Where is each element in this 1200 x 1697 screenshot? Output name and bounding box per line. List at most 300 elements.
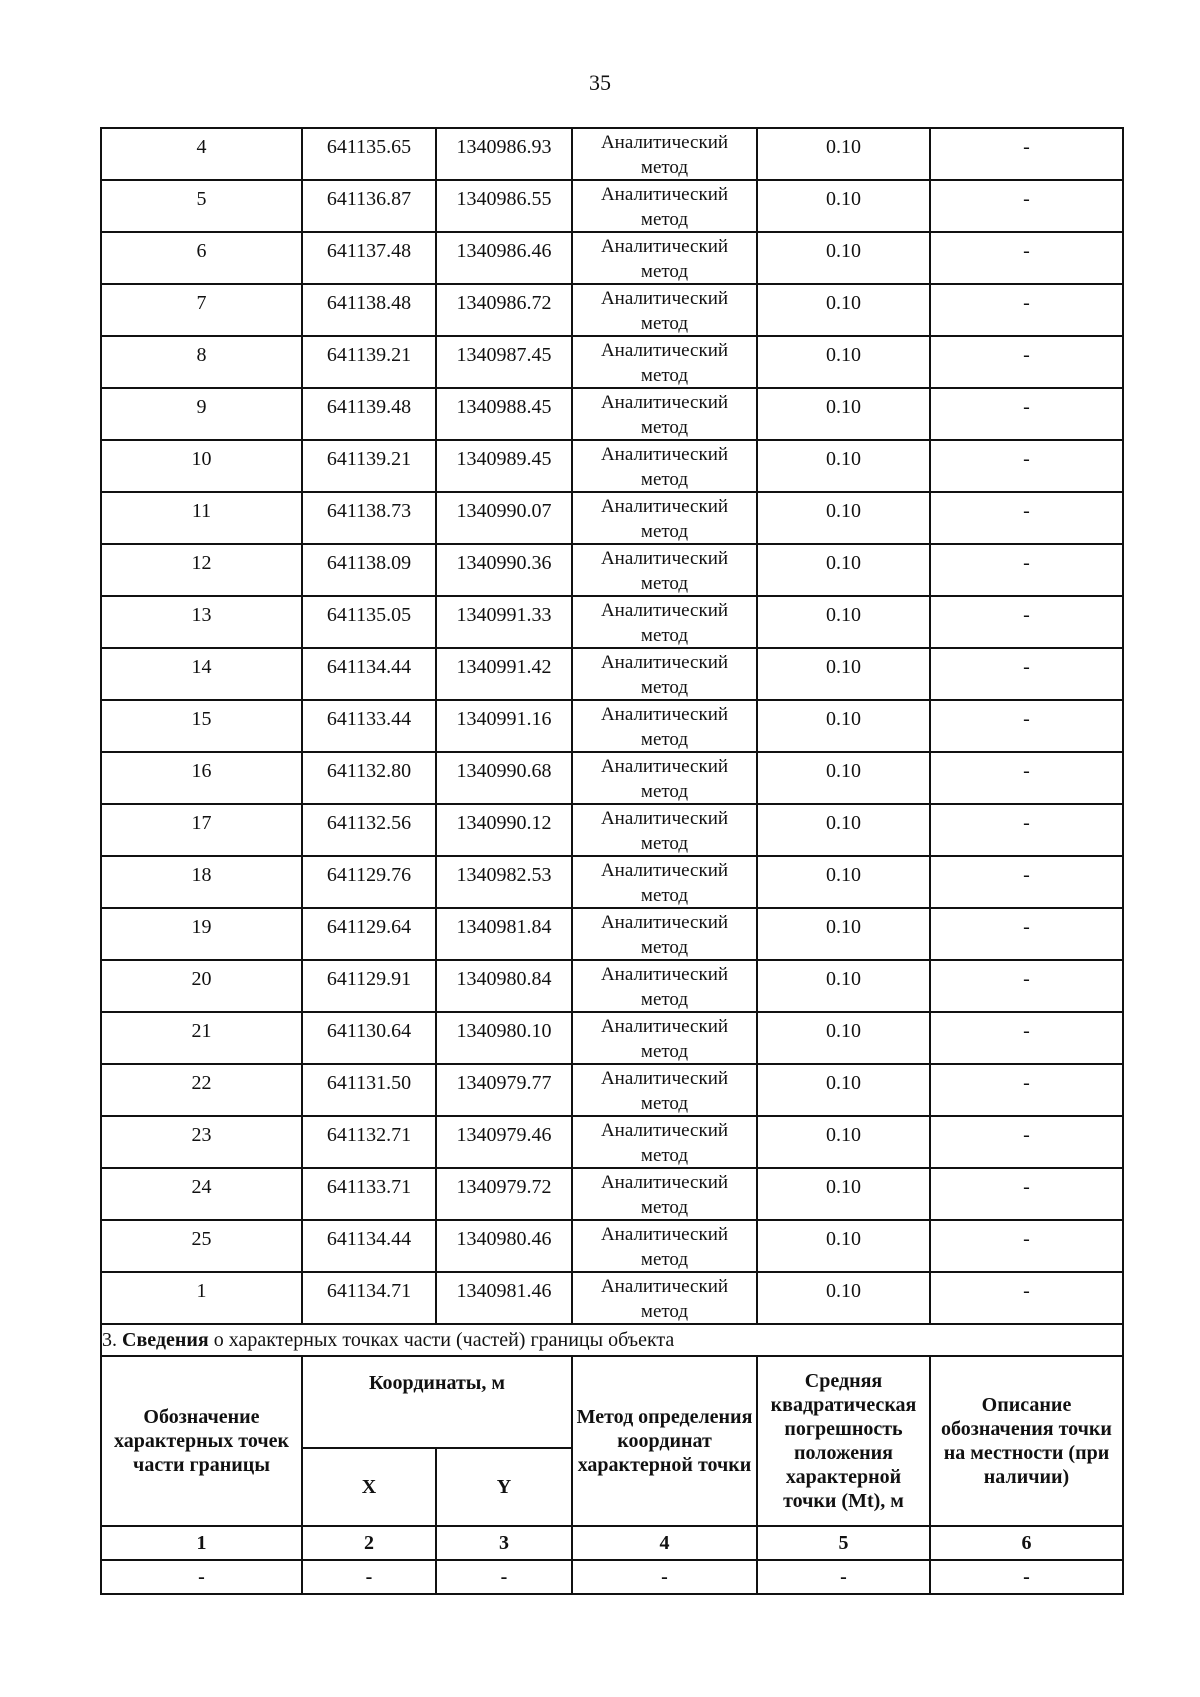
point-number-cell — [101, 232, 302, 284]
table-row — [101, 648, 1123, 700]
method-cell — [572, 180, 757, 232]
point-number-cell-text: 5 — [196, 188, 207, 210]
y-coordinate-cell-text: 1340986.72 — [456, 292, 552, 314]
point-number-cell — [101, 1220, 302, 1272]
y-coordinate-cell-text: 1340979.77 — [456, 1072, 552, 1094]
point-number-cell-text: 1 — [196, 1280, 207, 1302]
point-number-cell — [101, 128, 302, 180]
method-cell-text: Аналитический — [600, 600, 729, 621]
description-cell — [930, 284, 1123, 336]
point-number-cell — [101, 648, 302, 700]
y-coordinate-cell — [436, 284, 572, 336]
y-coordinate-cell-text: 1340991.33 — [456, 604, 552, 626]
column-numbers-row — [101, 1526, 1123, 1560]
method-cell-text: метод — [640, 417, 689, 438]
description-cell — [930, 232, 1123, 284]
method-cell — [572, 752, 757, 804]
y-coordinate-cell — [436, 700, 572, 752]
description-cell — [930, 492, 1123, 544]
x-coordinate-cell — [302, 804, 436, 856]
method-cell-text: Аналитический — [600, 548, 729, 569]
mean-error-cell-text: 0.10 — [826, 760, 861, 782]
y-coordinate-cell-text: 1340980.46 — [456, 1228, 552, 1250]
mean-error-cell — [757, 128, 930, 180]
description-cell-text: - — [1023, 552, 1030, 574]
mean-error-cell-text: 0.10 — [826, 1020, 861, 1042]
empty-cell: - — [101, 1560, 302, 1594]
header-y: Y — [436, 1448, 572, 1526]
section-3-block — [101, 1324, 1123, 1594]
description-cell-text: - — [1023, 760, 1030, 782]
method-cell-text: метод — [640, 937, 689, 958]
method-cell-text: Аналитический — [600, 496, 729, 517]
description-cell-text: - — [1023, 1280, 1030, 1302]
table-row — [101, 908, 1123, 960]
method-cell-text: метод — [640, 1093, 689, 1114]
y-coordinate-cell — [436, 1272, 572, 1324]
y-coordinate-cell-text: 1340979.72 — [456, 1176, 552, 1198]
description-cell-text: - — [1023, 1124, 1030, 1146]
point-number-cell — [101, 804, 302, 856]
mean-error-cell — [757, 336, 930, 388]
method-cell-text: Аналитический — [600, 340, 729, 361]
description-cell-text: - — [1023, 812, 1030, 834]
header-x: X — [302, 1448, 436, 1526]
point-number-cell-text: 24 — [191, 1176, 212, 1198]
table-row — [101, 1272, 1123, 1324]
section-3-title-bold: Сведения — [122, 1328, 209, 1351]
x-coordinate-cell — [302, 1220, 436, 1272]
y-coordinate-cell — [436, 960, 572, 1012]
method-cell — [572, 960, 757, 1012]
description-cell-text: - — [1023, 1176, 1030, 1198]
mean-error-cell-text: 0.10 — [826, 136, 861, 158]
mean-error-cell-text: 0.10 — [826, 1176, 861, 1198]
mean-error-cell — [757, 388, 930, 440]
point-number-cell — [101, 700, 302, 752]
x-coordinate-cell — [302, 1168, 436, 1220]
mean-error-cell-text: 0.10 — [826, 812, 861, 834]
y-coordinate-cell — [436, 1064, 572, 1116]
table-row — [101, 128, 1123, 180]
y-coordinate-cell-text: 1340991.16 — [456, 708, 552, 730]
point-number-cell — [101, 908, 302, 960]
method-cell-text: Аналитический — [600, 288, 729, 309]
y-coordinate-cell-text: 1340990.36 — [456, 552, 552, 574]
table-row — [101, 1012, 1123, 1064]
method-cell-text: Аналитический — [600, 860, 729, 881]
description-cell-text: - — [1023, 292, 1030, 314]
y-coordinate-cell — [436, 440, 572, 492]
y-coordinate-cell-text: 1340980.10 — [456, 1020, 552, 1042]
empty-data-row — [101, 1560, 1123, 1594]
mean-error-cell — [757, 856, 930, 908]
x-coordinate-cell — [302, 440, 436, 492]
mean-error-cell — [757, 1012, 930, 1064]
description-cell — [930, 856, 1123, 908]
method-cell — [572, 596, 757, 648]
mean-error-cell — [757, 1220, 930, 1272]
y-coordinate-cell-text: 1340990.07 — [456, 500, 552, 522]
empty-cell: - — [572, 1560, 757, 1594]
description-cell — [930, 1272, 1123, 1324]
description-cell-text: - — [1023, 344, 1030, 366]
x-coordinate-cell-text: 641132.56 — [326, 812, 412, 834]
x-coordinate-cell — [302, 180, 436, 232]
section-3-title — [101, 1324, 1123, 1356]
y-coordinate-cell — [436, 648, 572, 700]
table-row — [101, 1168, 1123, 1220]
y-coordinate-cell-text: 1340979.46 — [456, 1124, 552, 1146]
description-cell — [930, 752, 1123, 804]
description-cell-text: - — [1023, 1072, 1030, 1094]
x-coordinate-cell — [302, 232, 436, 284]
mean-error-cell-text: 0.10 — [826, 1072, 861, 1094]
y-coordinate-cell-text: 1340980.84 — [456, 968, 552, 990]
description-cell-text: - — [1023, 708, 1030, 730]
mean-error-cell-text: 0.10 — [826, 552, 861, 574]
y-coordinate-cell-text: 1340989.45 — [456, 448, 552, 470]
method-cell — [572, 492, 757, 544]
point-number-cell — [101, 440, 302, 492]
empty-cell: - — [436, 1560, 572, 1594]
table-row — [101, 960, 1123, 1012]
table-row — [101, 284, 1123, 336]
description-cell-text: - — [1023, 448, 1030, 470]
description-cell-text: - — [1023, 968, 1030, 990]
method-cell — [572, 1220, 757, 1272]
table-row — [101, 180, 1123, 232]
method-cell — [572, 648, 757, 700]
x-coordinate-cell — [302, 1116, 436, 1168]
coordinates-table-body — [101, 128, 1123, 1324]
y-coordinate-cell — [436, 336, 572, 388]
method-cell-text: Аналитический — [600, 1172, 729, 1193]
description-cell — [930, 1220, 1123, 1272]
header-mean-error: Средняя квадратическая погрешность положения характерной точки (Mt), м — [757, 1356, 930, 1526]
mean-error-cell-text: 0.10 — [826, 448, 861, 470]
x-coordinate-cell-text: 641139.21 — [326, 344, 412, 366]
x-coordinate-cell — [302, 700, 436, 752]
table-row — [101, 596, 1123, 648]
point-number-cell — [101, 752, 302, 804]
x-coordinate-cell-text: 641135.05 — [326, 604, 412, 626]
method-cell-text: Аналитический — [600, 444, 729, 465]
description-cell-text: - — [1023, 500, 1030, 522]
description-cell — [930, 1064, 1123, 1116]
table-row — [101, 752, 1123, 804]
y-coordinate-cell — [436, 1220, 572, 1272]
method-cell-text: Аналитический — [600, 704, 729, 725]
point-number-cell-text: 20 — [191, 968, 212, 990]
method-cell-text: Аналитический — [600, 756, 729, 777]
method-cell — [572, 388, 757, 440]
x-coordinate-cell-text: 641134.71 — [326, 1280, 412, 1302]
point-number-cell-text: 7 — [196, 292, 207, 314]
point-number-cell-text: 18 — [191, 864, 212, 886]
method-cell-text: метод — [640, 1249, 689, 1270]
mean-error-cell-text: 0.10 — [826, 1228, 861, 1250]
y-coordinate-cell-text: 1340982.53 — [456, 864, 552, 886]
description-cell — [930, 180, 1123, 232]
mean-error-cell-text: 0.10 — [826, 1124, 861, 1146]
method-cell — [572, 804, 757, 856]
empty-cell: - — [930, 1560, 1123, 1594]
method-cell-text: Аналитический — [600, 1016, 729, 1037]
method-cell — [572, 1064, 757, 1116]
method-cell-text: метод — [640, 1145, 689, 1166]
x-coordinate-cell-text: 641133.44 — [326, 708, 412, 730]
table-row — [101, 804, 1123, 856]
description-cell — [930, 336, 1123, 388]
y-coordinate-cell-text: 1340990.68 — [456, 760, 552, 782]
method-cell — [572, 908, 757, 960]
point-number-cell-text: 23 — [191, 1124, 212, 1146]
x-coordinate-cell-text: 641131.50 — [326, 1072, 412, 1094]
x-coordinate-cell — [302, 856, 436, 908]
method-cell — [572, 128, 757, 180]
description-cell — [930, 544, 1123, 596]
description-cell — [930, 804, 1123, 856]
description-cell — [930, 388, 1123, 440]
point-number-cell-text: 17 — [191, 812, 212, 834]
y-coordinate-cell — [436, 180, 572, 232]
empty-cell: - — [302, 1560, 436, 1594]
x-coordinate-cell — [302, 908, 436, 960]
x-coordinate-cell — [302, 648, 436, 700]
y-coordinate-cell — [436, 596, 572, 648]
x-coordinate-cell — [302, 284, 436, 336]
point-number-cell — [101, 856, 302, 908]
y-coordinate-cell-text: 1340991.42 — [456, 656, 552, 678]
mean-error-cell — [757, 1064, 930, 1116]
y-coordinate-cell — [436, 856, 572, 908]
point-number-cell-text: 12 — [191, 552, 212, 574]
point-number-cell-text: 8 — [196, 344, 207, 366]
mean-error-cell — [757, 180, 930, 232]
y-coordinate-cell — [436, 1116, 572, 1168]
mean-error-cell — [757, 908, 930, 960]
mean-error-cell — [757, 232, 930, 284]
method-cell — [572, 1272, 757, 1324]
x-coordinate-cell-text: 641139.48 — [326, 396, 412, 418]
x-coordinate-cell-text: 641138.09 — [326, 552, 412, 574]
point-number-cell — [101, 960, 302, 1012]
method-cell-text: Аналитический — [600, 132, 729, 153]
y-coordinate-cell — [436, 804, 572, 856]
method-cell — [572, 232, 757, 284]
method-cell-text: метод — [640, 261, 689, 282]
column-number: 4 — [572, 1526, 757, 1560]
table-row — [101, 492, 1123, 544]
method-cell-text: метод — [640, 209, 689, 230]
x-coordinate-cell-text: 641132.71 — [326, 1124, 412, 1146]
y-coordinate-cell — [436, 544, 572, 596]
method-cell-text: метод — [640, 521, 689, 542]
y-coordinate-cell-text: 1340987.45 — [456, 344, 552, 366]
x-coordinate-cell — [302, 128, 436, 180]
x-coordinate-cell — [302, 596, 436, 648]
point-number-cell — [101, 180, 302, 232]
description-cell — [930, 596, 1123, 648]
description-cell — [930, 128, 1123, 180]
method-cell-text: Аналитический — [600, 392, 729, 413]
method-cell-text: метод — [640, 1197, 689, 1218]
y-coordinate-cell — [436, 232, 572, 284]
mean-error-cell — [757, 752, 930, 804]
point-number-cell — [101, 1064, 302, 1116]
table-row — [101, 1064, 1123, 1116]
y-coordinate-cell-text: 1340981.46 — [456, 1280, 552, 1302]
mean-error-cell — [757, 440, 930, 492]
x-coordinate-cell-text: 641137.48 — [326, 240, 412, 262]
method-cell-text: метод — [640, 677, 689, 698]
point-number-cell-text: 16 — [191, 760, 212, 782]
header-method: Метод определения координат характерной точки — [572, 1356, 757, 1526]
x-coordinate-cell — [302, 544, 436, 596]
description-cell-text: - — [1023, 240, 1030, 262]
method-cell-text: Аналитический — [600, 1068, 729, 1089]
point-number-cell-text: 11 — [191, 500, 212, 522]
method-cell — [572, 1168, 757, 1220]
y-coordinate-cell-text: 1340986.55 — [456, 188, 552, 210]
column-number: 1 — [101, 1526, 302, 1560]
x-coordinate-cell-text: 641132.80 — [326, 760, 412, 782]
x-coordinate-cell-text: 641129.91 — [326, 968, 412, 990]
point-number-cell-text: 15 — [191, 708, 212, 730]
point-number-cell — [101, 1168, 302, 1220]
empty-cell: - — [757, 1560, 930, 1594]
table-row — [101, 1220, 1123, 1272]
method-cell-text: Аналитический — [600, 1120, 729, 1141]
y-coordinate-cell — [436, 128, 572, 180]
y-coordinate-cell — [436, 752, 572, 804]
y-coordinate-cell — [436, 492, 572, 544]
x-coordinate-cell — [302, 960, 436, 1012]
mean-error-cell — [757, 492, 930, 544]
page-number: 35 — [589, 70, 611, 95]
x-coordinate-cell-text: 641138.73 — [326, 500, 412, 522]
method-cell-text: метод — [640, 1041, 689, 1062]
method-cell-text: метод — [640, 833, 689, 854]
column-number: 6 — [930, 1526, 1123, 1560]
section-3-title-rest: о характерных точках части (частей) границы объекта — [213, 1328, 675, 1351]
header-coordinates: Координаты, м — [302, 1356, 572, 1448]
method-cell-text: Аналитический — [600, 964, 729, 985]
x-coordinate-cell — [302, 1064, 436, 1116]
method-cell — [572, 1116, 757, 1168]
method-cell-text: метод — [640, 989, 689, 1010]
x-coordinate-cell-text: 641136.87 — [326, 188, 412, 210]
table-row — [101, 336, 1123, 388]
method-cell — [572, 440, 757, 492]
mean-error-cell — [757, 804, 930, 856]
point-number-cell-text: 13 — [191, 604, 212, 626]
x-coordinate-cell-text: 641135.65 — [326, 136, 412, 158]
method-cell-text: метод — [640, 157, 689, 178]
method-cell — [572, 284, 757, 336]
description-cell-text: - — [1023, 656, 1030, 678]
mean-error-cell — [757, 1116, 930, 1168]
x-coordinate-cell — [302, 1272, 436, 1324]
x-coordinate-cell — [302, 388, 436, 440]
y-coordinate-cell-text: 1340986.93 — [456, 136, 552, 158]
point-number-cell — [101, 284, 302, 336]
x-coordinate-cell — [302, 492, 436, 544]
y-coordinate-cell — [436, 1168, 572, 1220]
method-cell — [572, 700, 757, 752]
mean-error-cell-text: 0.10 — [826, 292, 861, 314]
table-row — [101, 388, 1123, 440]
table-row — [101, 544, 1123, 596]
y-coordinate-cell-text: 1340986.46 — [456, 240, 552, 262]
y-coordinate-cell — [436, 388, 572, 440]
description-cell-text: - — [1023, 1020, 1030, 1042]
mean-error-cell — [757, 1272, 930, 1324]
point-number-cell — [101, 1012, 302, 1064]
mean-error-cell — [757, 960, 930, 1012]
method-cell-text: метод — [640, 469, 689, 490]
column-number: 2 — [302, 1526, 436, 1560]
point-number-cell-text: 19 — [191, 916, 212, 938]
x-coordinate-cell — [302, 336, 436, 388]
x-coordinate-cell-text: 641130.64 — [326, 1020, 412, 1042]
method-cell-text: Аналитический — [600, 808, 729, 829]
y-coordinate-cell-text: 1340981.84 — [456, 916, 552, 938]
mean-error-cell-text: 0.10 — [826, 708, 861, 730]
x-coordinate-cell-text: 641138.48 — [326, 292, 412, 314]
y-coordinate-cell-text: 1340988.45 — [456, 396, 552, 418]
section-3-number: 3. — [102, 1328, 117, 1351]
description-cell-text: - — [1023, 188, 1030, 210]
method-cell-text: метод — [640, 729, 689, 750]
mean-error-cell-text: 0.10 — [826, 344, 861, 366]
method-cell-text: метод — [640, 313, 689, 334]
coordinates-table — [100, 127, 1124, 1595]
method-cell — [572, 336, 757, 388]
section-3-title-row — [101, 1324, 1123, 1356]
mean-error-cell-text: 0.10 — [826, 656, 861, 678]
point-number-cell — [101, 1116, 302, 1168]
description-cell-text: - — [1023, 864, 1030, 886]
point-number-cell — [101, 388, 302, 440]
point-number-cell-text: 4 — [196, 136, 207, 158]
description-cell — [930, 1116, 1123, 1168]
column-number: 5 — [757, 1526, 930, 1560]
mean-error-cell — [757, 284, 930, 336]
x-coordinate-cell-text: 641129.64 — [326, 916, 412, 938]
description-cell-text: - — [1023, 916, 1030, 938]
point-number-cell-text: 6 — [196, 240, 207, 262]
description-cell — [930, 648, 1123, 700]
method-cell-text: Аналитический — [600, 1224, 729, 1245]
x-coordinate-cell-text: 641139.21 — [326, 448, 412, 470]
method-cell-text: метод — [640, 781, 689, 802]
description-cell — [930, 440, 1123, 492]
table-row — [101, 700, 1123, 752]
description-cell-text: - — [1023, 136, 1030, 158]
description-cell — [930, 908, 1123, 960]
description-cell — [930, 700, 1123, 752]
description-cell — [930, 960, 1123, 1012]
method-cell-text: метод — [640, 885, 689, 906]
mean-error-cell — [757, 544, 930, 596]
table-row — [101, 1116, 1123, 1168]
header-designation: Обозначение характерных точек части границы — [101, 1356, 302, 1526]
table-row — [101, 856, 1123, 908]
method-cell-text: Аналитический — [600, 184, 729, 205]
method-cell-text: Аналитический — [600, 912, 729, 933]
